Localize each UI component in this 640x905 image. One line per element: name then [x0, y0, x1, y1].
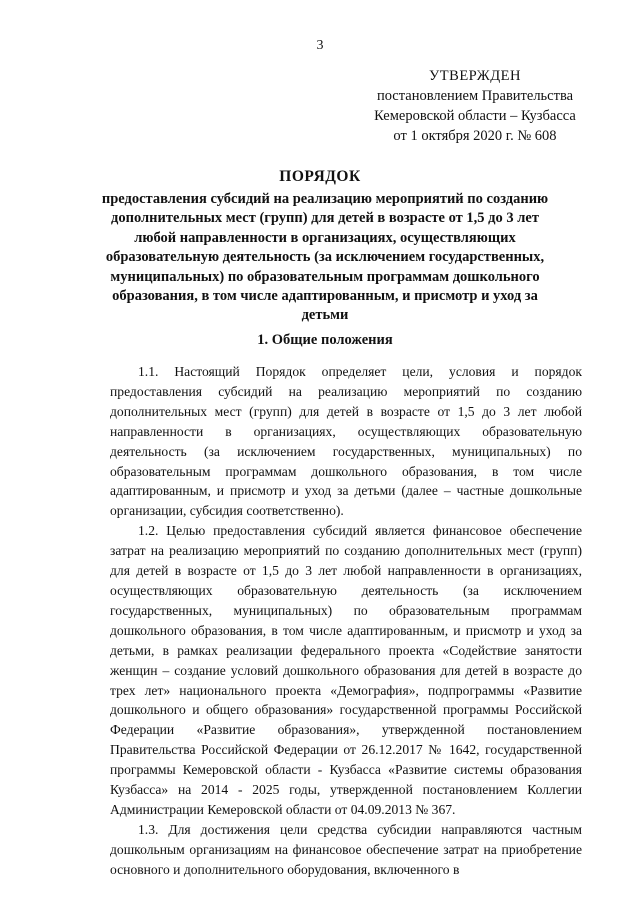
- page-number: 3: [316, 38, 324, 53]
- approval-line-1: постановлением Правительства: [376, 88, 574, 104]
- paragraph-1-2: 1.2. Целью предоставления субсидий является финансовое обеспечение затрат на реализацию мероприятий по созданию дополнительных мест (групп) для детей в возрасте от 1,5 до 3 лет любой направленности в организациях, осуществляющих образовательную деятельность (за исключением государственных, муниципальных) по образовательным программам дошкольного образования, в том числе адаптированным, и присмотр и уход за детьми, в рамках реализации федерального проекта «Содействие занятости женщин – создание условий дошкольного образования для детей в возрасте до трех лет» национального проекта «Демография», подпрограммы «Развитие дошкольного и общего образования» государственной программы Российской Федерации «Развитие образования», утвержденной постановлением Правительства Российской Федерации от 26.12.2017 № 1642, государственной программы Кемеровской области - Кузбасса «Развитие системы образования Кузбасса» на 2014 - 2025 годы, утвержденной постановлением Коллегии Администрации Кемеровской области от 04.09.2013 № 367.: [110, 523, 582, 817]
- approval-line-2: Кемеровской области – Кузбасса: [374, 108, 576, 124]
- document-title: ПОРЯДОК: [279, 168, 361, 185]
- paragraph-1-3: 1.3. Для достижения цели средства субсидии направляются частным дошкольным организациям на финансовое обеспечение затрат на приобретение основного и дополнительного оборудования, включенного в: [110, 821, 582, 877]
- approval-line-3: от 1 октября 2020 г. № 608: [393, 128, 557, 144]
- approval-heading: УТВЕРЖДЕН: [429, 68, 521, 84]
- paragraph-1-1: 1.1. Настоящий Порядок определяет цели, условия и порядок предоставления субсидий на реализацию мероприятий по созданию дополнительных мест (групп) для детей в возрасте от 1,5 до 3 лет любой направленности в организациях, осуществляющих образовательную деятельность (за исключением государственных, муниципальных) по образовательным программам дошкольного образования, в том числе адаптированным, и присмотр и уход за детьми (далее – частные дошкольные организации, субсидия соответственно).: [110, 364, 582, 519]
- approval-stamp: [340, 66, 610, 146]
- document-body: [110, 362, 582, 880]
- section-heading: 1. Общие положения: [257, 332, 393, 348]
- document-subtitle: предоставления субсидий на реализацию мероприятий по созданию дополнительных мест (групп) для детей в возрасте от 1,5 до 3 лет любой направленности в организациях, осуществляющих образовательную деятельность (за исключением государственных, муниципальных) по образовательным программам дошкольного образования, в том числе адаптированным, и присмотр и уход за детьми: [101, 191, 549, 324]
